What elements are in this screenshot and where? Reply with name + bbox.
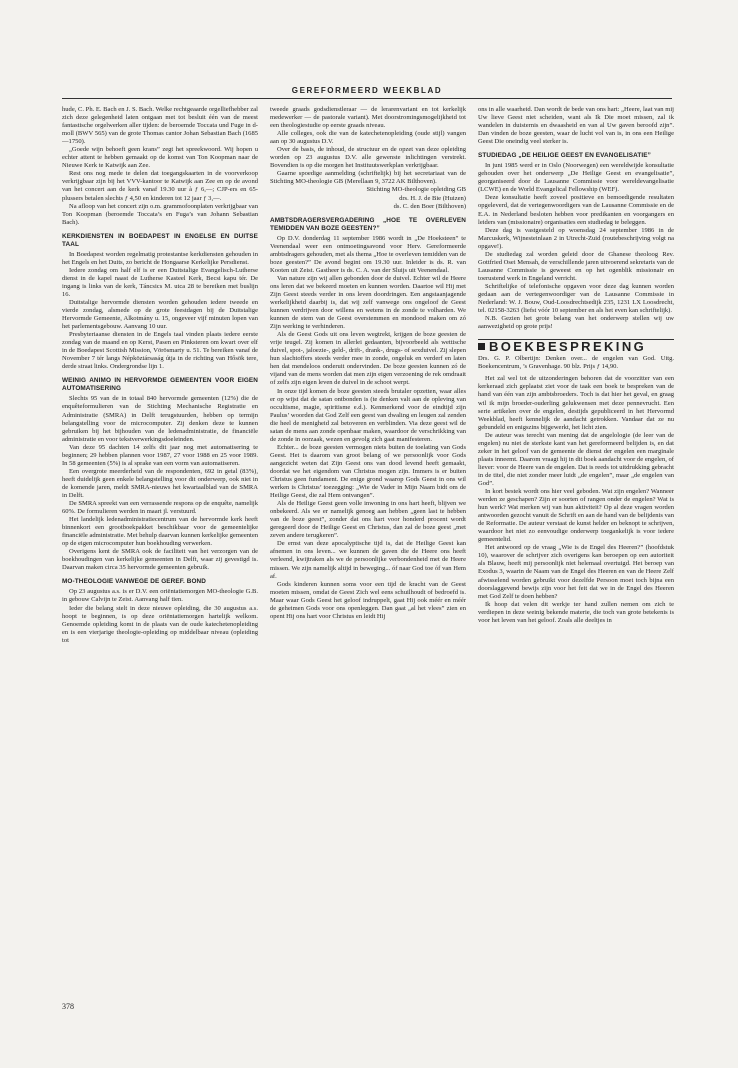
paragraph: In onze tijd komen de boze geesten steeds brutaler opzetten, waar alles er op wijst dat de satan ontbonden is (te denken valt aan de opleving van occultisme, magie, spiritisme e.d.). Kenmerkend voor de eindtijd zijn Paulus’ woorden dat God Zelf een geest van dwaling en leugen zal zenden die heel de menigheid zal betoveren en verblinden. Via deze geest wil de satan de mens aan zonde openbaar maken, waardoor de verschrikking van de zonde in oorzaak, wezen en gevolg zich gaat manifesteren.: [270, 387, 466, 443]
paragraph: Een overgrote meerderheid van de respondenten, 692 in getal (83%), heeft duidelijk geen enkele belangstelling voor dit onderwerp, ook niet in de komende jaren, meldt SMRA-nieuws het kwartaalblad van de SMRA in Delft.: [62, 467, 258, 499]
paragraph: Als de Geest Gods uit ons leven wegtrekt, krijgen de boze geesten de vrije teugel. Zij komen in allerlei gedaanten, bijvoorbeeld als wettische duivel, spot-, jaloezie-, geld-, drift-, drank-, drugs- of sexduivel. Zij slepen hun slachtoffers steeds verder mee in zonde, ongeluk en verderf en laten hen dat mendeloos onderuit ondervinden. De boze geesten kunnen zó de vijand van de mens worden dat men zijn eigen verzoening de rek omdraait of zelfs zijn eigen leven de duivel in de schoot werpt.: [270, 331, 466, 387]
paragraph: „Goede wijn behoeft geen krans” zegt het spreekwoord. Wij hopen u echter attent te hebben gemaakt op de komst van Ton Koopman naar de Nieuwe Kerk te Katwijk aan Zee.: [62, 146, 258, 170]
paragraph: Slechts 95 van de in totaal 840 hervormde gemeenten (12%) die de enquêteformulieren van de Stichting Mechanische Registratie en Administratie (SMRA) in Delft terugstuurden, hebben op termijn belangstelling voor de microcomputer. Zij denken deze te kunnen gebruiken bij het bijhouden van de ledenadministratie, de financiële administratie en voor tekstverwerkingsdoeleinden.: [62, 395, 258, 443]
page-number: 378: [62, 1002, 74, 1011]
paragraph: Op D.V. donderdag 11 september 1986 wordt in „De Hoeksteen” te Veenendaal weer een ontmoetingsavond voor Herv. Gereformeerde ambtsdragers gehouden, met als thema „Hoe te overleven temidden van de boze geesten?” De avond begint om 19.30 uur. Inleider is ds. R. van Kooten uit Zeist. Gastheer is ds. C. A. van der Sluijs uit Veenendaal.: [270, 234, 466, 274]
paragraph: De ernst van deze apocalyptische tijd is, dat de Heilige Geest kan afnemen in ons leven... we kunnen de gaven die de Heere ons heeft verleend, kwijtraken als we de persoonlijke verbondenheid met de Heere missen. We zijn namelijk altijd in beweging... óf naar God toe óf van Hem af.: [270, 540, 466, 580]
paragraph: Alle colleges, ook die van de katechetenopleiding (oude stijl) vangen aan op 30 augustus D.V.: [270, 130, 466, 146]
page-header: GEREFORMEERD WEEKBLAD: [62, 86, 672, 99]
paragraph: Echter... de boze geesten vermogen niets buiten de toelating van Gods Geest. Het is daarom van groot belang of we persoonlijk voor Gods aangezicht weten dat Zijn Geest ons van dood levend heeft gemaakt, doordat we het eigendom van Christus mogen zijn. Immers is er buiten Christus geen fundament. De enige grond waarop Gods Geest in ons wil werken is Christus’ toezegging: „Wie de Vader in Mijn Naam bidt om de Heilige Geest, die zal Hem ontvangen”.: [270, 443, 466, 500]
section-heading: AMBTSDRAGERSVERGADERING „HOE TE OVERLEVEN TEMIDDEN VAN BOZE GEESTEN?”: [270, 216, 466, 232]
paragraph: Als de Heilige Geest geen volle inwoning in ons hart heeft, blijven we onbekeerd. Als we er namelijk genoeg aan hebben „geen last te hebben van de boze geest”, zonder dat ons hart voor honderd procent wordt geregeerd door de Heilige Geest en Christus, dan zal de boze geest „met zeven andere terugkeren”.: [270, 500, 466, 540]
section-heading: KERKDIENSTEN IN BOEDAPEST IN ENGELSE EN DUITSE TAAL: [62, 232, 258, 248]
signature-line: ds. C. den Boer (Bilthoven): [393, 202, 466, 210]
paragraph: In Boedapest worden regelmatig protestantse kerkdiensten gehouden in het Engels en het Duits, zo bericht de Hongaarse Kerkelijke Persdienst.: [62, 250, 258, 266]
column-1: [62, 106, 258, 1016]
paragraph: Het zal wel tot de uitzonderingen behoren dat de voorzitter van een kerkeraad zich geplaatst ziet voor de taak een boek te bespreken van de hand van één van zijn ambtsbroeders. Toch is dat hier het geval, en graag wil ik mijn broeder-ouderling gelukwensen met deze pennevrucht. Een serie artikelen over de engelen, destijds gepubliceerd in het Hervormd Weekblad, heeft kennelijk de aandacht getrokken. Vandaar dat ze nu gebundeld en enigszins bijgewerkt, het licht zien.: [478, 375, 674, 431]
paragraph: Overigens kent de SMRA ook de faciliteit van het verzorgen van de boekhoudingen van kerkelijke gemeenten in Delft, waar zij gevestigd is. Daarvan maken circa 35 hervormde gemeenten gebruik.: [62, 548, 258, 572]
column-2: [270, 106, 466, 1016]
paragraph: Rest ons nog mede te delen dat toegangskaarten in de voorverkoop verkrijgbaar zijn bij het VVV-kantoor te Katwijk aan Zee en op de avond van het concert aan de kerk vanaf 19.30 uur à ƒ 6,—; CJP-ers en 65-plussers betalen slechts ƒ 4,50 en kinderen tot 12 jaar ƒ 3,—.: [62, 170, 258, 202]
section-heading: MO-THEOLOGIE VANWEGE DE GEREF. BOND: [62, 578, 206, 586]
section-heading: STUDIEDAG „DE HEILIGE GEEST EN EVANGELISATIE”: [478, 152, 651, 160]
paragraph: De studiedag zal worden geleid door de Ghanese theoloog Rev. Gottfried Osei Mensah, de verschillende jaren uitvoerend sekretaris van de Lausanne Commissie is geweest en op het ogenblik missionair en toerustend werk in Engeland verricht.: [478, 250, 674, 282]
paragraph: De auteur was terecht van mening dat de angelologie (de leer van de engelen) nu niet de sterkste kant van het gereformeerd belijden is, en dat zeker in het geloof van de gemeente de dienst der engelen een marginale plaats inneemt. Daarom vraagt hij in dit boek aandacht voor de engelen, of liever: voor de Heere van de engelen. Dat is reeds tot uitdrukking gebracht in de titel, die niet zonder meer luidt „de engelen”, maar „de engelen van God”.: [478, 431, 674, 487]
paragraph: Gods kinderen kunnen soms voor een tijd de kracht van de Geest moeten missen, omdat de Geest Zich wel eens schuilhoudt of bedroefd is. Maar waar Gods Geest het geloof indruppelt, gaat Hij ook méér en méér de geheimen Gods voor ons openleggen. Dan gaat „al het vlees” zien en opent Hij ons hart voor Christus en leidt Hij: [270, 580, 466, 620]
paragraph: Op 23 augustus a.s. is er D.V. een oriëntatiemorgen MO-theologie G.B. in gebouw Calvijn te Zeist. Aanvang half tien.: [62, 588, 258, 604]
signature-line: Stichting MO-theologie opleiding GB: [366, 186, 466, 194]
paragraph: Na afloop van het concert zijn o.m. grammofoonplaten verkrijgbaar van Ton Koopman (beroemde Toccata’s en Fuga’s van Johann Sebastian Bach).: [62, 202, 258, 226]
paragraph: Ieder die belang stelt in deze nieuwe opleiding, die 30 augustus a.s. hoopt te beginnen, is op deze oriëntatiemorgen hartelijk welkom. Genoemde opleiding komt in de plaats van de oude katechetenopleiding en is een vierjarige theologie-opleiding op middelbaar niveau (opleiding tot: [62, 604, 258, 644]
paragraph: In juni 1985 werd er in Oslo (Noorwegen) een wereldwijde konsultatie gehouden over het onderwerp „De Heilige Geest en evangelisatie”, georganiseerd door de Lausanne Commissie voor wereldevangelisatie (LCWE) en de World Evangelical Fellowship (WEF).: [478, 162, 674, 194]
paragraph: Ik hoop dat velen dit werkje ter hand zullen nemen om zich te verdiepen in deze weinig bekende materie, die toch van grote betekenis is voor het leven van het geloof. Zoals alle deeltjes in: [478, 600, 674, 624]
section-heading: WEINIG ANIMO IN HERVORMDE GEMEENTEN VOOR EIGEN AUTOMATISERING: [62, 377, 258, 393]
signature-line: drs. H. J. de Bie (Huizen): [399, 194, 466, 202]
paragraph: De SMRA spreekt van een verrassende respons op de enquête, namelijk 60%. De formulieren werden in maart jl. verstuurd.: [62, 500, 258, 516]
book-review-title: BOEKBESPREKING: [489, 339, 647, 355]
paragraph: Het antwoord op de vraag „Wie is de Engel des Heeren?” (hoofdstuk 10), waarover de schrijver zich overigens kan beroepen op een autoriteit als Blauw, heeft mij persoonlijk niet helemaal overtuigd. Het beroep van Exodus 3, waarin de Naam van de Engel des Heeren en van de Heere Zelf afwisselend worden gebruikt voor dezelfde Persoon moet toch bijna een doorslaggevend bewijs zijn voor het feit dat we in de Engel des Heeren met God Zelf te doen hebben?: [478, 544, 674, 600]
paragraph: ons in alle waarheid. Dan wordt de bede van ons hart: „Heere, laat van mij Uw lieve Geest niet scheiden, want als Ik Die moet missen, zal ik wandelen in duisternis en dwaasheid en van al Uw gaven beroofd zijn”. Dan vinden de boze geesten, waar de lucht vol van is, in ons een Heilige Geest Die oneindig veel sterker is.: [478, 106, 674, 146]
paragraph: Het landelijk ledenadministratiecentrum van de hervormde kerk heeft binnenkort een grootboekpakket beschikbaar voor de gemeentelijke financiële administratie. Met behulp daarvan kunnen kerkelijke gemeenten op de eigen microcomputer hun boekhouding verwerken.: [62, 516, 258, 548]
paragraph: hude, C. Ph. E. Bach en J. S. Bach. Welke rechtgeaarde orgelliefhebber zal zich deze gelegenheid laten ontgaan met tot besluit één van de meest fantastische orgelwerken aller tijden: de beroemde Toccata und Fuge in d-moll (BWV 565) van de grote Thomas cantor Johan Sebastian Bach (1685—1750).: [62, 106, 258, 146]
paragraph: Deze dag is vastgesteld op woensdag 24 september 1986 in de Marcuskerk, Wijnesteinlaan 2 in Utrecht-Zuid (routebeschrijving volgt na opgave!).: [478, 226, 674, 250]
paragraph: N.B. Gezien het grote belang van het onderwerp stellen wij uw aanwezigheid op grote prijs!: [478, 315, 674, 331]
paragraph: Duitstalige hervormde diensten worden gehouden iedere tweede en vierde zondag, alsmede op de grote feestdagen bij de Duitstalige Hervormde Gemeente, Alkotmány u. 15, ongeveer vijf minuten lopen van het parlementsgebouw. Aanvang 10 uur.: [62, 298, 258, 331]
paragraph: Deze konsultatie heeft zoveel positieve en bemoedigende resultaten opgeleverd, dat de vertegenwoordigers van de Lausanne Commissie en de E.A. in Nederland besloten hebben voor predikanten en voorgangers en leiders van (missionaire) organisaties een studiedag te beleggen.: [478, 194, 674, 226]
paragraph: Iedere zondag om half elf is er een Duitstalige Evangelisch-Lutherse dienst in de kapel naast de Lutherse Kasteel Kerk, Becsi kapu tér. De ingang is links van de kerk, Táncsics M. utca 28 te bereiken met buslijn 16.: [62, 266, 258, 298]
paragraph: tweede graads godsdienstleraar — de lerarenvariant en tot kerkelijk medewerker — de pastorale variant). Met doorstromingsmogelijkheid tot een theologiestudie op eerste graads niveau.: [270, 106, 466, 130]
book-review-heading: [478, 339, 674, 355]
paragraph: Van deze 95 dachten 14 zelfs dit jaar nog met automatisering te beginnen; 29 hebben plannen voor 1987, 27 voor 1988 en 25 voor 1989. In 58 gemeenten (5%) is al sprake van een vorm van automatiseren.: [62, 443, 258, 467]
square-bullet-icon: [478, 343, 485, 350]
paragraph: In kort bestek wordt ons hier veel geboden. Wat zijn engelen? Wanneer werden ze geschapen? Zijn er soorten of rangen onder de engelen? Wat is hun werk? Wat merken wij van hun aktiviteit? Op al deze vragen worden antwoorden gezocht vanuit de Schrift en aan de hand van de belijdenis van de Reformatie. De auteur verstaat de kunst helder en beknopt te schrijven, waardoor het niet zo eenvoudige onderwerp toegankelijk is voor iedere gemeentelid.: [478, 488, 674, 544]
columns: [62, 106, 674, 1016]
paragraph: Presbyteriaanse diensten in de Engels taal vinden plaats iedere eerste zondag van de maand en op Kerst, Pasen en Pinksteren om kwart over elf in de Boedapest Scottish Mission, Vörösmarty u. 51. Te bereiken vanaf de November 7 tér langs Népköztársaság útja in de richting van Hősök tere, derde straat links. Ondergrondse lijn 1.: [62, 331, 258, 371]
paragraph: Schriftelijke of telefonische opgaven voor deze dag kunnen worden gedaan aan de vertegenwoordiger van de Lausanne Commissie in Nederland: W. J. Bouw, Oud-Loosdrechtsedijk 235, 1231 LX Loosdrecht, tel. 02158-3263 (liefst vóór 10 september en als het even kan schriftelijk).: [478, 282, 674, 315]
paragraph: Van nature zijn wij allen gebonden door de duivel. Echter wil de Heere ons leren dat we bekeerd moeten en kunnen worden. Daartoe wil Hij met Zijn Geest steeds verder in ons leven doordringen. Een angstaanjagende werkelijkheid daarbij is, dat wij zelf vanwege ons ongeloof de Geest kunnen verdrijven door willens en wetens in de zonde te volharden. We kunnen de stem van de Geest overstemmen en mondood maken om zó Zijn werking te verhinderen.: [270, 274, 466, 331]
book-reference: Drs. G. P. Olbertijn: Denken over... de engelen van God. Uitg. Boekencentrum, ’s Gravenhage. 90 blz. Prijs ƒ 14,90.: [478, 355, 674, 371]
paragraph: Gaarne spoedige aanmelding (schriftelijk) bij het secretariaat van de Stichting MO-theologie GB (Merellaan 9, 3722 AK Bilthoven).: [270, 170, 466, 186]
column-3: [478, 106, 674, 1016]
paragraph: Over de basis, de inhoud, de structuur en de opzet van deze opleiding worden op 23 augustus D.V. alle gewenste inlichtingen verstrekt. Bovendien is op die morgen het Instituutswerkplan verkrijgbaar.: [270, 146, 466, 170]
